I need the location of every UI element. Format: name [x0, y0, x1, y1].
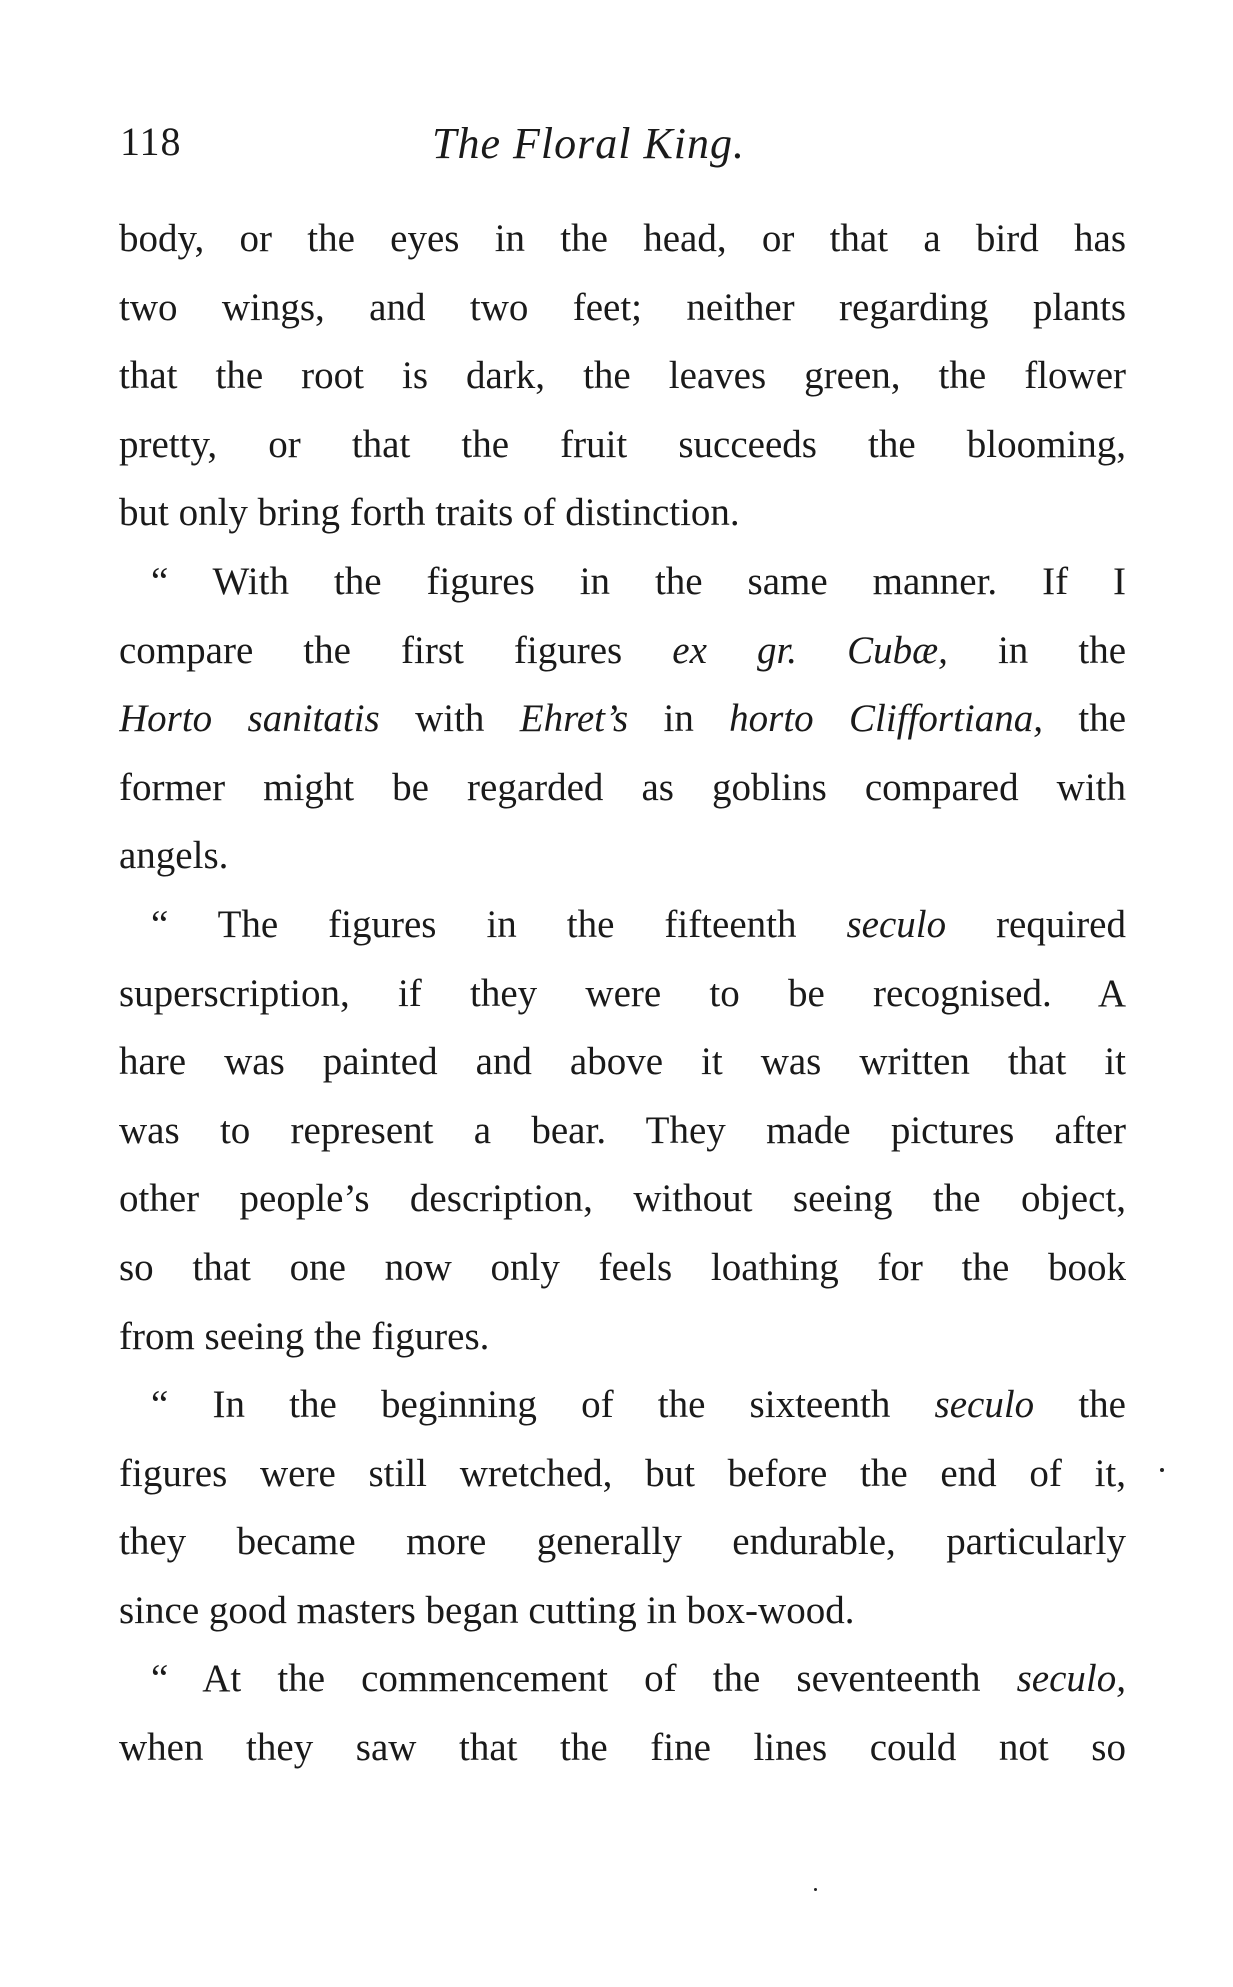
text-line: angels.: [119, 834, 229, 878]
text-line: two wings, and two feet; neither regarding plants: [119, 285, 1126, 329]
paragraph-4: [119, 1371, 1126, 1645]
text-line: compare the first figures ex gr. Cubæ, in the: [119, 628, 1126, 672]
text-line: Horto sanitatis with Ehret’s in horto Cliffortiana, the: [119, 697, 1126, 741]
text-line: pretty, or that the fruit succeeds the blooming,: [119, 422, 1126, 466]
print-speck: [1160, 1468, 1164, 1472]
running-title: The Floral King.: [432, 119, 746, 168]
text-line: former might be regarded as goblins compared with: [119, 765, 1126, 809]
paragraph-2: [119, 548, 1126, 891]
text-line: when they saw that the fine lines could not so: [119, 1726, 1126, 1770]
text-line: body, or the eyes in the head, or that a bird has: [119, 217, 1126, 260]
text-line: since good masters began cutting in box-wood.: [119, 1588, 855, 1632]
text-line: other people’s description, without seeing the object,: [119, 1177, 1126, 1221]
text-line: hare was painted and above it was written that it: [119, 1040, 1126, 1084]
text-line: but only bring forth traits of distinction.: [119, 491, 740, 535]
print-speck: [814, 1888, 817, 1891]
text-line: that the root is dark, the leaves green, the flower: [119, 354, 1126, 398]
paragraph-1: [119, 205, 1126, 548]
text-line: “ With the figures in the same manner. If I: [151, 559, 1126, 603]
text-line: “ In the beginning of the sixteenth seculo the: [151, 1383, 1126, 1427]
page-header: [120, 118, 1125, 178]
text-line: from seeing the figures.: [119, 1314, 490, 1358]
body-text: [119, 205, 1126, 1783]
text-line: “ At the commencement of the seventeenth seculo,: [151, 1657, 1126, 1701]
paragraph-5: [119, 1645, 1126, 1782]
text-line: figures were still wretched, but before the end of it,: [119, 1451, 1126, 1495]
paragraph-3: [119, 891, 1126, 1371]
text-line: superscription, if they were to be recognised. A: [119, 971, 1126, 1015]
text-line: they became more generally endurable, particularly: [119, 1520, 1126, 1564]
text-line: was to represent a bear. They made pictures after: [119, 1108, 1126, 1152]
page-number: 118: [120, 119, 182, 164]
text-line: “ The figures in the fifteenth seculo required: [151, 902, 1126, 946]
text-line: so that one now only feels loathing for the book: [119, 1245, 1126, 1289]
